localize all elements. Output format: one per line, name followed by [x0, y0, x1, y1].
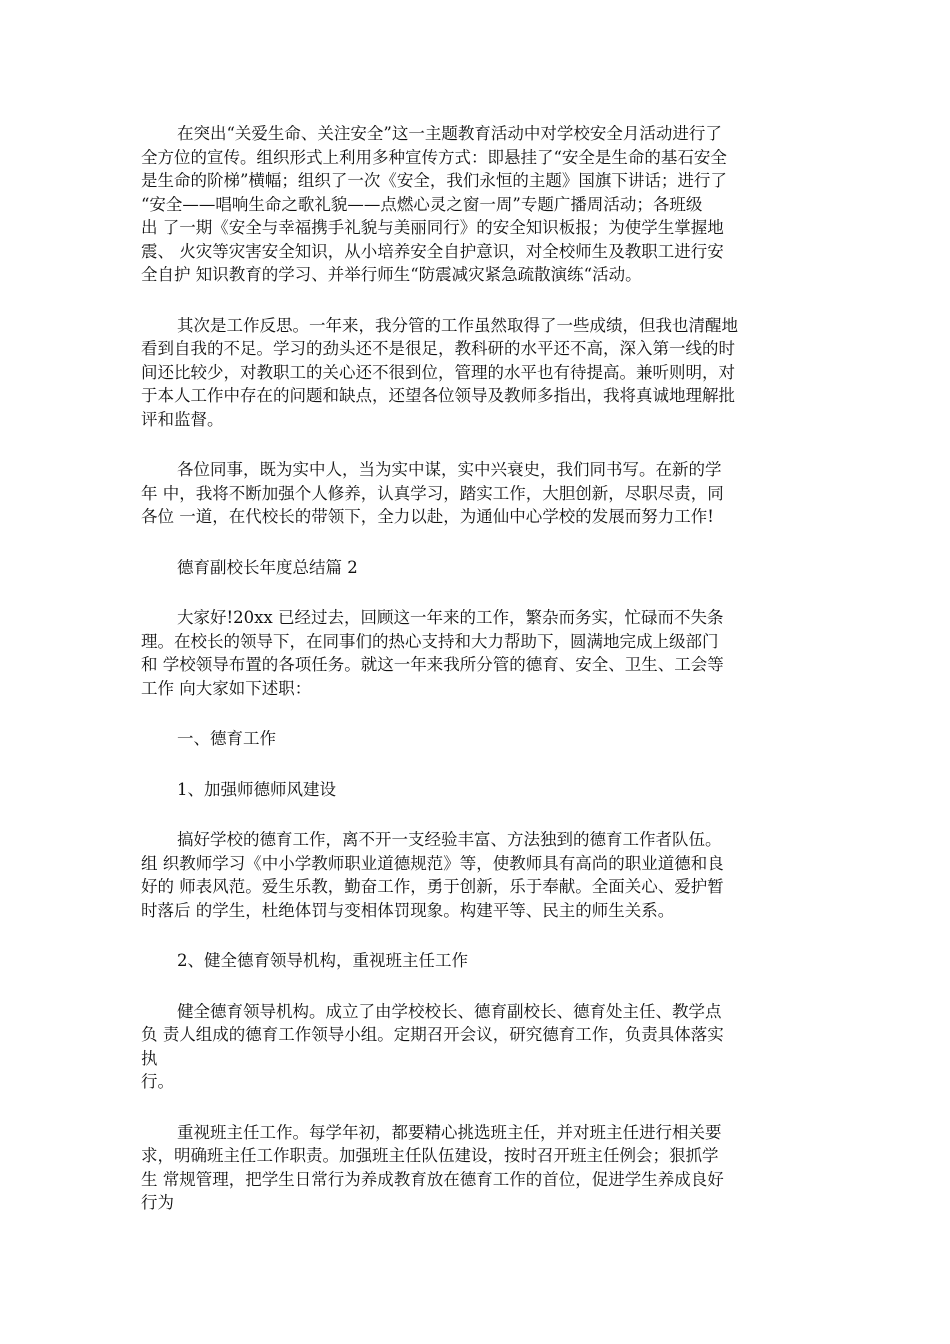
text-line: 好的 师表风范。爱生乐教，勤奋工作，勇于创新，乐于奉献。全面关心、爱护暂: [141, 877, 724, 896]
text-line: 于本人工作中存在的问题和缺点，还望各位领导及教师多指出，我将真诚地理解批: [141, 386, 735, 405]
heading-moral-education: 一、德育工作: [177, 729, 276, 748]
text-line: 求，明确班主任工作职责。加强班主任队伍建设，按时召开班主任例会；狠抓学: [141, 1146, 719, 1165]
text-line: 生 常规管理，把学生日常行为养成教育放在德育工作的首位，促进学生养成良好: [141, 1169, 724, 1189]
paragraph-closing: [141, 458, 813, 529]
text-line: 组 织教师学习《中小学教师职业道德规范》等，使教师具有高尚的职业道德和良: [141, 853, 724, 873]
text-line: 出 了一期《安全与幸福携手礼貌与美丽同行》的安全知识板报；为使学生掌握地: [141, 218, 724, 237]
heading-leadership: 2、健全德育领导机构，重视班主任工作: [177, 951, 468, 970]
text-line: 行。: [141, 1072, 174, 1091]
document-body: [141, 122, 813, 1242]
text-line: 震、 火灾等灾害安全知识，从小培养安全自护意识，对全校师生及教职工进行安: [141, 241, 724, 261]
text-line: 年 中，我将不断加强个人修养，认真学习，踏实工作，大胆创新，尽职尽责，同: [141, 483, 724, 503]
text-line: 工作 向大家如下述职：: [141, 678, 312, 698]
text-line: 搞好学校的德育工作，离不开一支经验丰富、方法独到的德育工作者队伍。: [177, 830, 722, 849]
heading-teacher-ethics: 1、加强师德师风建设: [177, 779, 336, 799]
text-line: 理。在校长的领导下，在同事们的热心支持和大力帮助下，圆满地完成上级部门: [141, 631, 719, 651]
paragraph-safety-month: [141, 122, 813, 287]
paragraph-leadership-group: [141, 1000, 813, 1094]
text-line: 重视班主任工作。每学年初，都要精心挑选班主任，并对班主任进行相关要: [177, 1122, 722, 1142]
text-line: 健全德育领导机构。成立了由学校校长、德育副校长、德育处主任、教学点: [177, 1001, 722, 1021]
text-line: “安全——唱响生命之歌礼貌——点燃心灵之窗一周”专题广播周活动；各班级: [141, 194, 703, 214]
text-line: 间还比较少，对教职工的关心还不很到位，管理的水平也有待提高。兼听则明，对: [141, 362, 735, 382]
paragraph-teacher-ethics: [141, 828, 813, 922]
text-line: 全自护 知识教育的学习、并举行师生“防震减灾紧急疏散演练“活动。: [141, 265, 642, 284]
text-line: 各位同事，既为实中人，当为实中谋，实中兴衰史，我们同书写。在新的学: [177, 460, 722, 479]
text-line: 评和监督。: [141, 409, 224, 429]
text-line: 大家好!20xx 已经过去，回顾这一年来的工作，繁杂而务实，忙碌而不失条: [177, 608, 724, 627]
text-line: 和 学校领导布置的各项任务。就这一年来我所分管的德育、安全、卫生、工会等: [141, 655, 724, 674]
text-line: 行为: [141, 1193, 174, 1212]
text-line: 其次是工作反思。一年来，我分管的工作虽然取得了一些成绩，但我也清醒地: [177, 315, 738, 335]
text-line: 各位 一道，在代校长的带领下，全力以赴，为通仙中心学校的发展而努力工作!: [141, 507, 714, 526]
text-line: 看到自我的不足。学习的劲头还不是很足，教科研的水平还不高，深入第一线的时: [141, 339, 735, 358]
text-line: 执: [141, 1048, 158, 1068]
paragraph-reflection: [141, 314, 813, 432]
paragraph-greeting: [141, 606, 813, 700]
text-line: 在突出“关爱生命、关注安全”这一主题教育活动中对学校安全月活动进行了: [177, 124, 722, 143]
text-line: 负 责人组成的德育工作领导小组。定期召开会议，研究德育工作，负责具体落实: [141, 1025, 724, 1044]
text-line: 是生命的阶梯”横幅；组织了一次《安全，我们永恒的主题》国旗下讲话；进行了: [141, 171, 727, 190]
section-title: 德育副校长年度总结篇 2: [177, 557, 358, 577]
paragraph-class-teacher: [141, 1121, 813, 1215]
text-line: 全方位的宣传。组织形式上利用多种宣传方式：即悬挂了“安全是生命的基石安全: [141, 147, 727, 167]
text-line: 时落后 的学生，杜绝体罚与变相体罚现象。构建平等、民主的师生关系。: [141, 900, 675, 920]
